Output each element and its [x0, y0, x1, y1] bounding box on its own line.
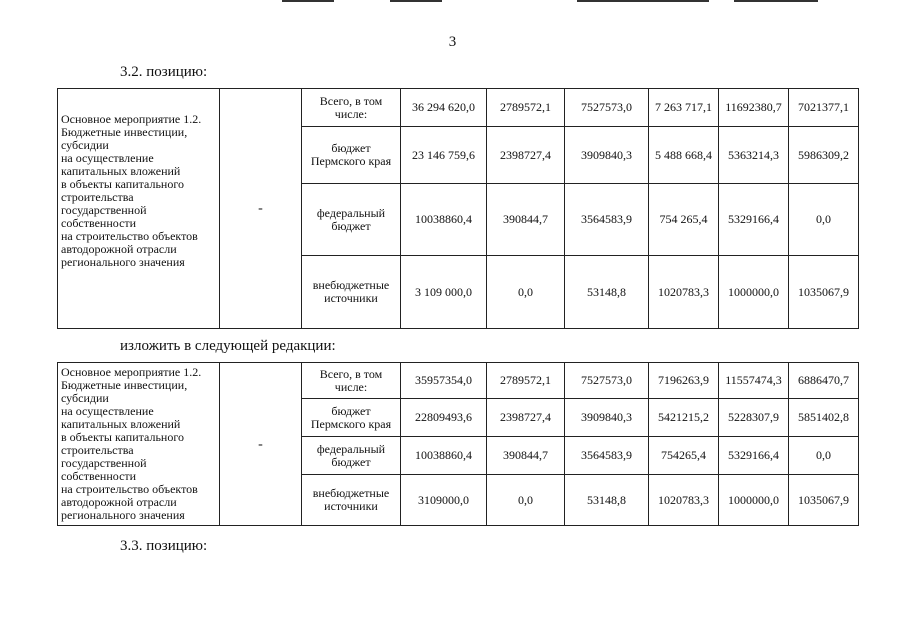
value-cell: 2789572,1	[487, 89, 565, 127]
value-cell: 11692380,7	[719, 89, 789, 127]
description-line: строительства	[61, 443, 134, 457]
description-line: на строительство объектов	[61, 229, 198, 243]
value-cell: 1000000,0	[719, 475, 789, 526]
value-cell: 390844,7	[487, 437, 565, 475]
value-cell: 5851402,8	[789, 399, 859, 437]
top-rule	[282, 0, 334, 2]
activity-description-cell	[58, 89, 220, 329]
row-label: внебюджетные источники	[302, 475, 401, 526]
value-cell: 5986309,2	[789, 127, 859, 184]
value-cell: 53148,8	[565, 256, 649, 329]
row-label: федеральный бюджет	[302, 184, 401, 256]
value-cell: 5 488 668,4	[649, 127, 719, 184]
value-cell: 2398727,4	[487, 399, 565, 437]
value-cell: 35957354,0	[401, 363, 487, 399]
description-line: в объекты капитального	[61, 430, 184, 444]
value-cell: 3 109 000,0	[401, 256, 487, 329]
value-cell: 2789572,1	[487, 363, 565, 399]
description-line: Бюджетные инвестиции,	[61, 125, 188, 139]
description-line: капитальных вложений	[61, 164, 181, 178]
value-cell: 23 146 759,6	[401, 127, 487, 184]
row-label: бюджет Пермского края	[302, 127, 401, 184]
value-cell: 5329166,4	[719, 437, 789, 475]
description-line: строительства	[61, 190, 134, 204]
value-cell: 53148,8	[565, 475, 649, 526]
value-cell: 754265,4	[649, 437, 719, 475]
row-label: Всего, в том числе:	[302, 363, 401, 399]
value-cell: 2398727,4	[487, 127, 565, 184]
description-line: Бюджетные инвестиции,	[61, 378, 188, 392]
description-line: в объекты капитального	[61, 177, 184, 191]
value-cell: 1000000,0	[719, 256, 789, 329]
value-cell: 22809493,6	[401, 399, 487, 437]
value-cell: 754 265,4	[649, 184, 719, 256]
top-rule	[577, 0, 709, 2]
value-cell: 11557474,3	[719, 363, 789, 399]
value-cell: 3909840,3	[565, 127, 649, 184]
description-line: автодорожной отрасли	[61, 242, 177, 256]
description-line: регионального значения	[61, 508, 185, 522]
value-cell: 1035067,9	[789, 256, 859, 329]
top-rule	[734, 0, 818, 2]
value-cell: 36 294 620,0	[401, 89, 487, 127]
value-cell: 0,0	[487, 475, 565, 526]
old-position-table	[57, 88, 859, 329]
value-cell: 0,0	[789, 184, 859, 256]
description-line: собственности	[61, 216, 137, 230]
amendment-connector: изложить в следующей редакции:	[120, 338, 336, 354]
value-cell: 10038860,4	[401, 184, 487, 256]
value-cell: 5421215,2	[649, 399, 719, 437]
description-line: субсидии	[61, 391, 109, 405]
page-number: 3	[448, 34, 457, 50]
value-cell: 10038860,4	[401, 437, 487, 475]
value-cell: 0,0	[487, 256, 565, 329]
description-line: государственной	[61, 203, 147, 217]
value-cell: 0,0	[789, 437, 859, 475]
value-cell: 1020783,3	[649, 475, 719, 526]
table-row	[58, 89, 859, 127]
section-heading-3-3: 3.3. позицию:	[120, 538, 208, 554]
value-cell: 390844,7	[487, 184, 565, 256]
description-line: государственной	[61, 456, 147, 470]
value-cell: 1035067,9	[789, 475, 859, 526]
value-cell: 7196263,9	[649, 363, 719, 399]
value-cell: 3564583,9	[565, 437, 649, 475]
executor-cell: -	[220, 89, 302, 329]
value-cell: 3909840,3	[565, 399, 649, 437]
description-line: на осуществление	[61, 151, 154, 165]
description-line: капитальных вложений	[61, 417, 181, 431]
description-line: на осуществление	[61, 404, 154, 418]
value-cell: 6886470,7	[789, 363, 859, 399]
description-line: субсидии	[61, 138, 109, 152]
executor-cell: -	[220, 363, 302, 526]
description-line: Основное мероприятие 1.2.	[61, 112, 202, 126]
value-cell: 3564583,9	[565, 184, 649, 256]
value-cell: 3109000,0	[401, 475, 487, 526]
value-cell: 7021377,1	[789, 89, 859, 127]
top-rule	[390, 0, 442, 2]
activity-description-cell	[58, 363, 220, 526]
description-line: собственности	[61, 469, 137, 483]
table-row	[58, 363, 859, 399]
row-label: внебюджетные источники	[302, 256, 401, 329]
value-cell: 7527573,0	[565, 363, 649, 399]
row-label: федеральный бюджет	[302, 437, 401, 475]
section-heading-3-2: 3.2. позицию:	[120, 64, 208, 80]
new-position-table	[57, 362, 859, 526]
value-cell: 5228307,9	[719, 399, 789, 437]
value-cell: 7 263 717,1	[649, 89, 719, 127]
value-cell: 7527573,0	[565, 89, 649, 127]
value-cell: 5329166,4	[719, 184, 789, 256]
description-line: Основное мероприятие 1.2.	[61, 365, 202, 379]
row-label: Всего, в том числе:	[302, 89, 401, 127]
value-cell: 5363214,3	[719, 127, 789, 184]
row-label: бюджет Пермского края	[302, 399, 401, 437]
description-line: автодорожной отрасли	[61, 495, 177, 509]
value-cell: 1020783,3	[649, 256, 719, 329]
description-line: регионального значения	[61, 255, 185, 269]
description-line: на строительство объектов	[61, 482, 198, 496]
